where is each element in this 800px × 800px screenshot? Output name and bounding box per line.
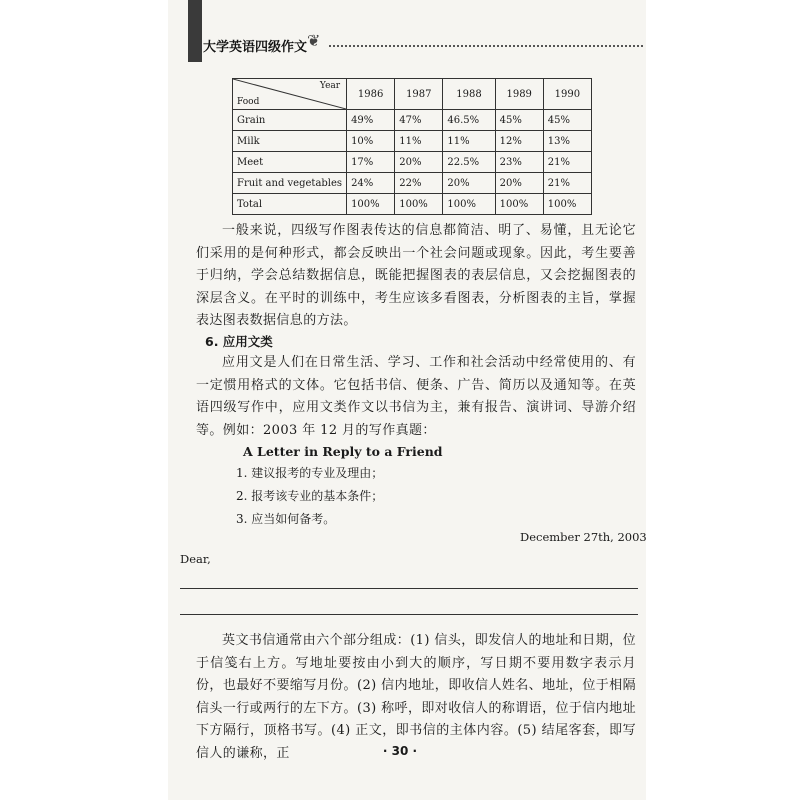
- writing-line: [180, 588, 638, 589]
- table-cell: 23%: [495, 152, 543, 173]
- row-label: Total: [233, 194, 347, 215]
- running-header: [203, 31, 643, 56]
- table-cell: 17%: [347, 152, 395, 173]
- letter-prompt-list: [236, 462, 616, 531]
- list-item: 3. 应当如何备考。: [236, 512, 336, 526]
- row-label: Fruit and vegetables: [233, 173, 347, 194]
- paragraph-chart-summary: 一般来说，四级写作图表传达的信息都简洁、明了、易懂，且无论它们采用的是何种形式，都会反映出一个社会问题或现象。因此，考生要善于归纳，学会总结数据信息，既能把握图表的表层信息，又会挖掘图表的深层含义。在平时的训练中，考生应该多看图表，分析图表的主旨，掌握表达图表数据信息的方法。: [196, 223, 636, 328]
- writing-line: [180, 614, 638, 615]
- table-row: [233, 131, 592, 152]
- table-cell: 100%: [495, 194, 543, 215]
- table-cell: 11%: [395, 131, 443, 152]
- letter-prompt-title: A Letter in Reply to a Friend: [243, 444, 443, 459]
- table-corner-cell: [233, 79, 347, 110]
- row-label: Milk: [233, 131, 347, 152]
- table-cell: 10%: [347, 131, 395, 152]
- list-item: 1. 建议报考的专业及理由；: [236, 466, 384, 480]
- year-header: 1987: [395, 79, 443, 110]
- table-cell: 24%: [347, 173, 395, 194]
- list-item: 2. 报考该专业的基本条件；: [236, 489, 384, 503]
- table-cell: 21%: [543, 173, 591, 194]
- table-cell: 11%: [443, 131, 495, 152]
- table-cell: 12%: [495, 131, 543, 152]
- section-heading: 6. 应用文类: [205, 334, 273, 349]
- table-cell: 20%: [495, 173, 543, 194]
- corner-label-year: Year: [319, 81, 341, 91]
- header-title: 大学英语四级作文: [203, 40, 308, 55]
- table-cell: 20%: [443, 173, 495, 194]
- letter-date: December 27th, 2003: [520, 530, 647, 544]
- table-cell: 22.5%: [443, 152, 495, 173]
- ornament-icon: ❦: [307, 31, 321, 50]
- row-label: Meet: [233, 152, 347, 173]
- table-cell: 20%: [395, 152, 443, 173]
- paragraph-practical-writing: 应用文是人们在日常生活、学习、工作和社会活动中经常使用的、有一定惯用格式的文体。它包括书信、便条、广告、简历以及通知等。在英语四级写作中，应用文类作文以书信为主，兼有报告、演讲词、导游介绍等。例如：2003 年 12 月的写作真题：: [196, 355, 636, 438]
- spine-bar: [188, 0, 202, 62]
- table-cell: 46.5%: [443, 110, 495, 131]
- table-cell: 22%: [395, 173, 443, 194]
- table-cell: 21%: [543, 152, 591, 173]
- year-header: 1986: [347, 79, 395, 110]
- table-row: [233, 110, 592, 131]
- table-cell: 13%: [543, 131, 591, 152]
- year-header: 1989: [495, 79, 543, 110]
- table-row: [233, 152, 592, 173]
- paragraph-letter-structure: 英文书信通常由六个部分组成：(1) 信头，即发信人的地址和日期，位于信笺右上方。写地址要按由小到大的顺序，写日期不要用数字表示月份，也最好不要缩写月份。(2) 信内地址，即收信人姓名、地址，位于相隔信头一行或两行的左下方。(3) 称呼，即对收信人的称谓语，位于信内地址下方隔行，顶格书写。(4) 正文，即书信的主体内容。(5) 结尾客套，即写信人的谦称，正: [196, 633, 636, 761]
- table-cell: 100%: [395, 194, 443, 215]
- corner-label-food: Food: [237, 97, 260, 107]
- year-header: 1988: [443, 79, 495, 110]
- table-cell: 47%: [395, 110, 443, 131]
- header-dotted-rule: [329, 45, 643, 47]
- table-row: [233, 173, 592, 194]
- table-row: [233, 194, 592, 215]
- year-header: 1990: [543, 79, 591, 110]
- row-label: Grain: [233, 110, 347, 131]
- table-cell: 45%: [495, 110, 543, 131]
- table-cell: 100%: [443, 194, 495, 215]
- table-cell: 100%: [347, 194, 395, 215]
- food-consumption-table: [232, 78, 592, 215]
- table-cell: 100%: [543, 194, 591, 215]
- page-number: · 30 ·: [382, 744, 418, 758]
- letter-salutation: Dear,: [180, 552, 211, 566]
- table-cell: 45%: [543, 110, 591, 131]
- table-cell: 49%: [347, 110, 395, 131]
